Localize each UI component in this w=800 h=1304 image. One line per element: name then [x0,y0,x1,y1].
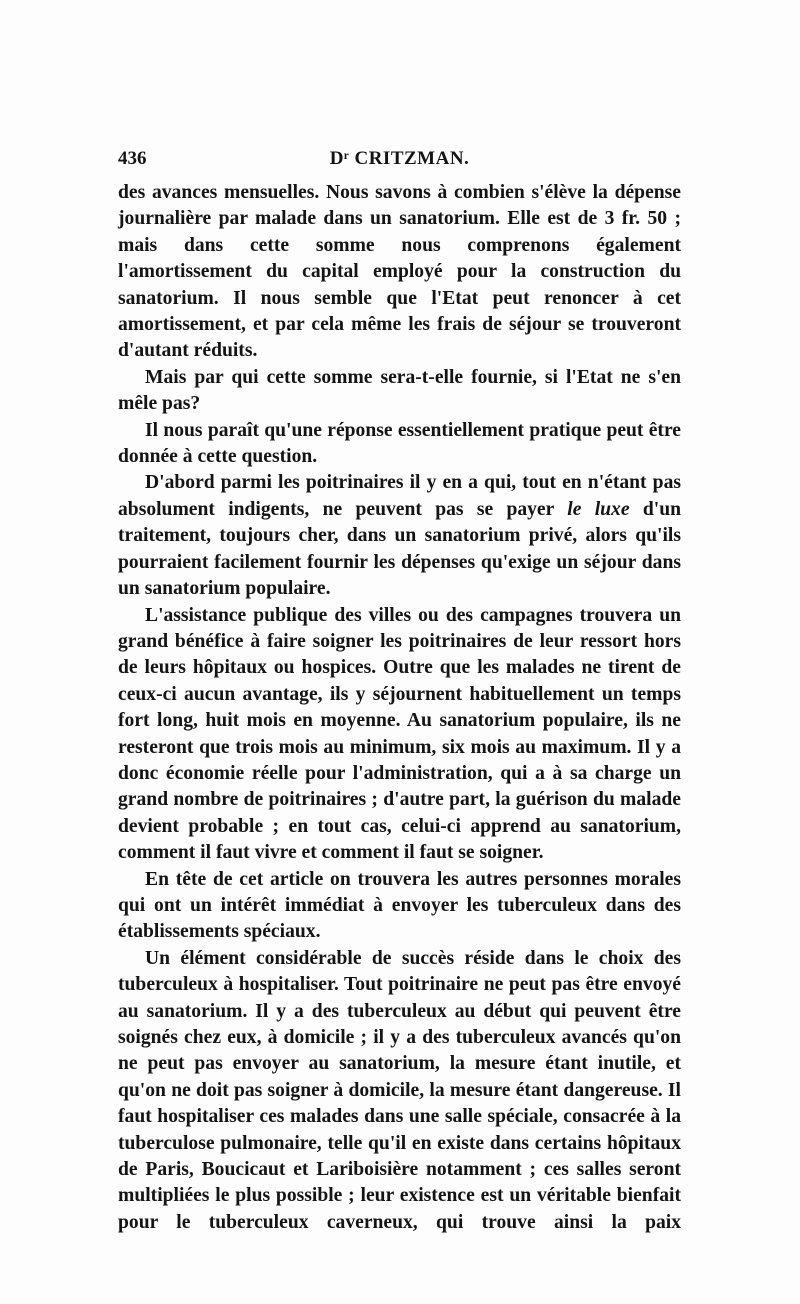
paragraph: des avances mensuelles. Nous savons à combien s'élève la dépense journalière par malade dans un sanatorium. Elle est de 3 fr. 50 ; mais dans cette somme nous comprenons également l'amortissement du capital employé pour la construction du sanatorium. Il nous semble que l'Etat peut renoncer à cet amortissement, et par cela même les frais de séjour se trouveront d'autant réduits. [118,182,681,362]
page-number: 436 [118,148,147,169]
body-text [118,180,681,1236]
paragraph-text-start: D'abord parmi les poitrinaires il y en a qui, tout en n'étant pas absolument indigents, ne peuvent pas se payer [118,472,681,520]
paragraph: En tête de cet article on trouvera les autres personnes morales qui ont un intérêt immédiat à envoyer les tuberculeux dans des établissements spéciaux. [118,868,681,943]
paragraph: Un élément considérable de succès réside dans le choix des tuberculeux à hospitaliser. Tout poitrinaire ne peut pas être envoyé au sanatorium. Il y a des tuberculeux au début qui peuvent être soignés chez eux, à domicile ; il y a des tuberculeux avancés qu'on ne peut pas envoyer au sanatorium, la mesure étant inutile, et qu'on ne doit pas soigner à domicile, la mesure étant dangereuse. Il faut hospitaliser ces malades dans une salle spéciale, consacrée à la tuberculose pulmonaire, telle qu'il en existe dans certains hôpitaux de Paris, Boucicaut et Lariboisière notamment ; ces salles seront multipliées le plus possible ; leur existence est un véritable bienfait pour le tuberculeux caverneux, qui trouve ainsi la paix [118,947,681,1233]
paragraph: Mais par qui cette somme sera-t-elle fournie, si l'Etat ne s'en mêle pas? [118,366,681,415]
paragraph: Il nous paraît qu'une réponse essentiellement pratique peut être donnée à cette question. [118,419,681,468]
paragraph [118,470,681,602]
running-title: Dʳ CRITZMAN. [329,148,470,169]
emphasized-text: le luxe [567,498,630,520]
paragraph: L'assistance publique des villes ou des campagnes trouvera un grand bénéfice à faire soigner les poitrinaires de leur ressort hors de leurs hôpitaux ou hospices. Outre que les malades ne tirent de ceux-ci aucun avantage, ils y séjournent habituellement un temps fort long, huit mois en moyenne. Au sanatorium populaire, ils ne resteront que trois mois au minimum, six mois au maximum. Il y a donc économie réelle pour l'administration, qui a à sa charge un grand nombre de poitrinaires ; d'autre part, la guérison du malade devient probable ; en tout cas, celui-ci apprend au sanatorium, comment il faut vivre et comment il faut se soigner. [118,604,681,864]
paragraph-text-end: d'un traitement, toujours cher, dans un sanatorium privé, alors qu'ils pourraient facilement fournir les dépenses qu'exige un séjour dans un sanatorium populaire. [118,498,681,600]
running-head [118,148,681,172]
